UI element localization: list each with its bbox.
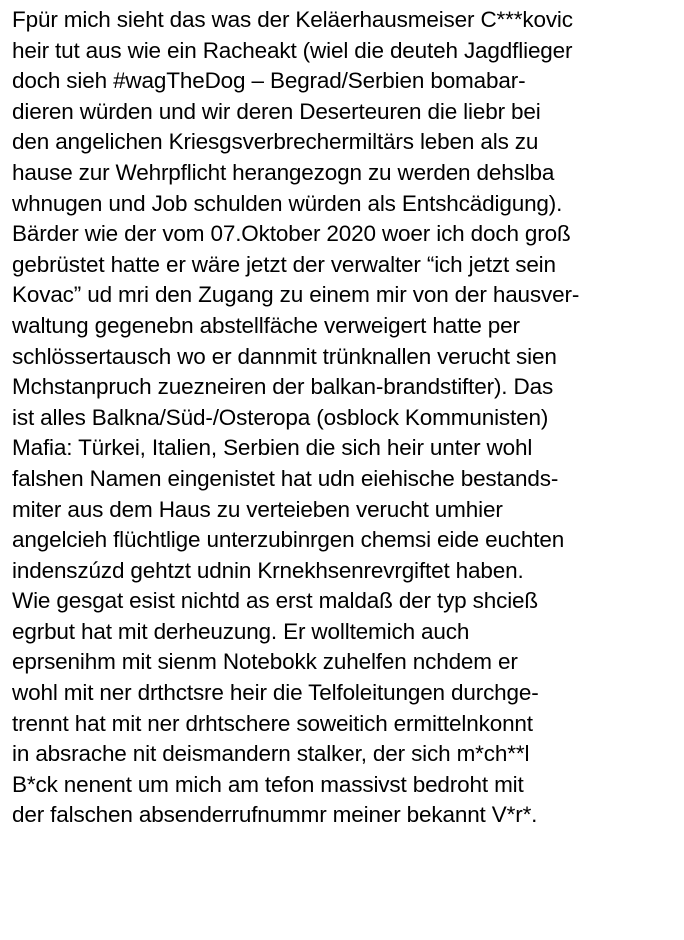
text-line: indenszúzd gehtzt udnin Krnekhsenrevrgiftet haben.	[12, 557, 524, 583]
text-line: falshen Namen eingenistet hat udn eiehische bestands-	[12, 465, 559, 491]
text-line: schlössertausch wo er dannmit trünknallen veruсht sien	[12, 343, 557, 369]
text-line: B*ck nenent um mich am tefon massivst bedroht mit	[12, 771, 524, 797]
text-line: ist alles Balkna/Süd-/Osteropa (osblock Kommunisten)	[12, 404, 549, 430]
text-line: wohl mit ner drthctsre heir die Telfoleitungen durchge-	[12, 680, 539, 706]
text-line: Wie gesgat esist nichtd as erst maldaß der typ shcieß	[12, 588, 539, 614]
text-line: der falschen absenderrufnummr meiner bekannt V*r*.	[12, 802, 538, 828]
text-line: heir tut aus wie ein Racheakt (wiel die deuteh Jagdflieger	[12, 37, 573, 63]
text-line: angelcieh flüchtlige unterzubinrgen chemsi eide euchten	[12, 527, 565, 553]
text-line: Bärder wie der vom 07.Oktober 2020 woer ich doch groß	[12, 221, 571, 247]
text-line: waltung gegenebn abstellfäche verweigert hatte per	[12, 312, 520, 338]
text-line: gebrüstet hatte er wäre jetzt der verwalter “ich jetzt sein	[12, 251, 556, 277]
text-line: whnugen und Job schulden würden als Entshcädigung).	[12, 190, 563, 216]
text-line: in absrache nit deismandern stalker, der sich m*ch**l	[12, 741, 530, 767]
text-line: hause zur Wehrpflicht herangezogn zu werden dehslba	[12, 159, 555, 185]
text-line: miter aus dem Haus zu verteieben vеrucht umhier	[12, 496, 503, 522]
text-line: doch sieh #wagTheDog – Begrad/Serbien bomabar-	[12, 68, 526, 94]
text-line: Fpür mich sieht das was der Keläerhausmeiser C***kovic	[12, 7, 573, 32]
text-line: trennt hat mit ner drhtschere soweitich ermittelnkonnt	[12, 710, 533, 736]
text-line: eprsenihm mit sienm Notebokk zuhelfen nchdem er	[12, 649, 518, 675]
text-line: Mchstanpruch zuezneiren der balkan-brandstifter). Das	[12, 374, 554, 400]
document-text	[12, 5, 680, 831]
text-line: Mafia: Türkei, Italien, Serbien die sich heir unter wohl	[12, 435, 533, 461]
text-line: dieren würden und wir deren Deserteuren die liebr bei	[12, 98, 541, 124]
text-line: den angelichen Kriesgsverbrechermiltärs leben als zu	[12, 129, 539, 155]
text-line: egrbut hat mit derheuzung. Er wolltemich auch	[12, 618, 470, 644]
text-line: Kovac” ud mri den Zugang zu einem mir von der hausver-	[12, 282, 580, 308]
